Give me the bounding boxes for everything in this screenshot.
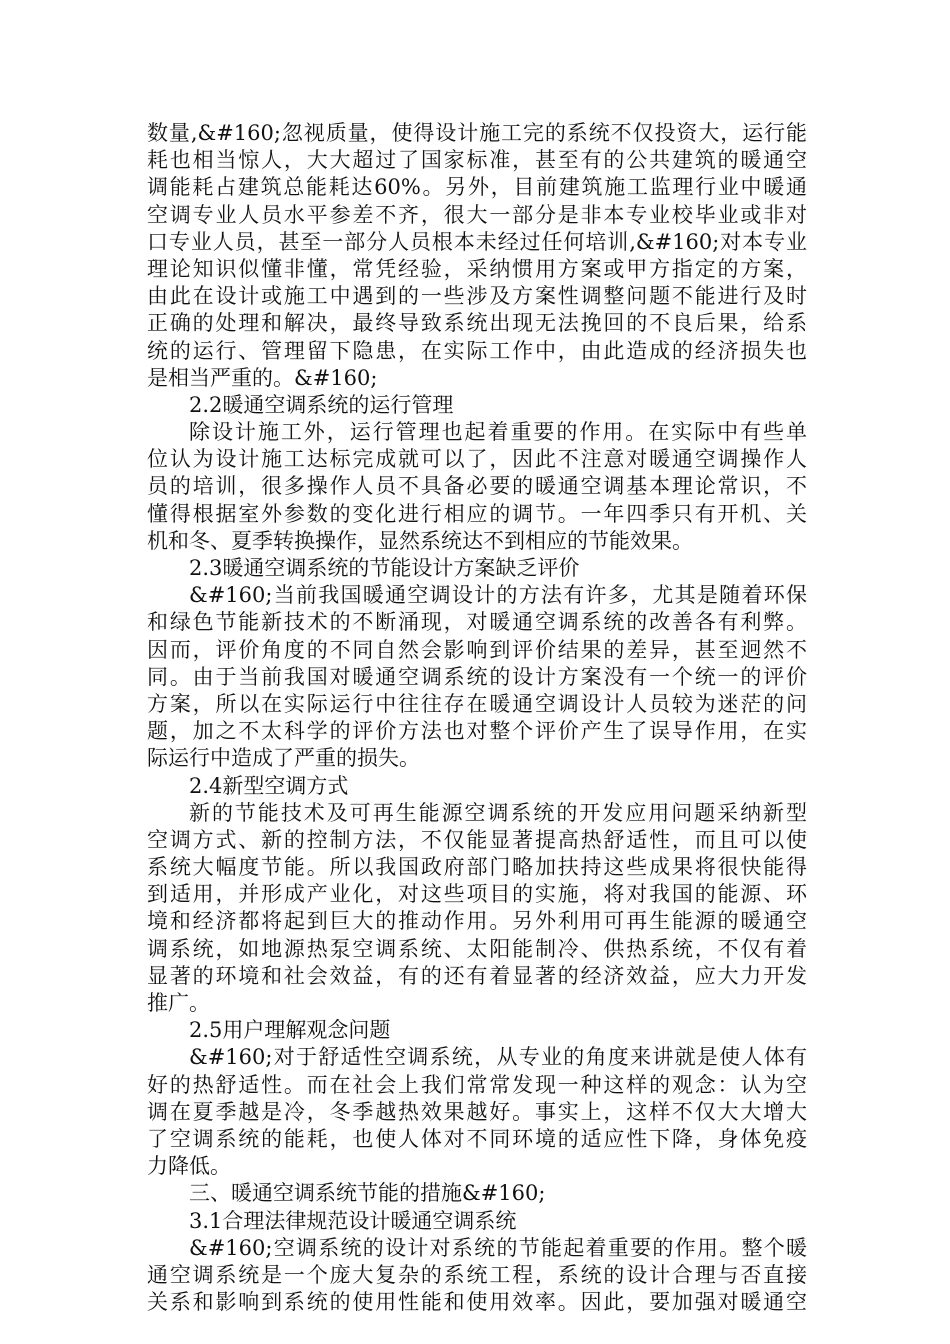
text-line: 2.5用户理解观念问题: [189, 1018, 391, 1043]
text-line: 耗也相当惊人，大大超过了国家标准，甚至有的公共建筑的暖通空: [147, 148, 807, 173]
text-line: 调在夏季越是冷，冬季越热效果越好。事实上，这样不仅大大增大: [147, 1099, 807, 1124]
document-body: [147, 120, 807, 1316]
text-line: 关系和影响到系统的使用性能和使用效率。因此，要加强对暖通空: [147, 1290, 807, 1315]
text-line: 数量,&#160;忽视质量，使得设计施工完的系统不仅投资大，运行能: [147, 121, 807, 145]
text-line: 2.4新型空调方式: [189, 773, 349, 798]
text-line: 好的热舒适性。而在社会上我们常常发现一种这样的观念：认为空: [147, 1072, 807, 1097]
text-line: 新的节能技术及可再生能源空调系统的开发应用问题采纳新型: [189, 800, 807, 825]
text-line: &#160;当前我国暖通空调设计的方法有许多，尤其是随着环保: [189, 583, 807, 608]
text-line: 理论知识似懂非懂，常凭经验，采纳惯用方案或甲方指定的方案，: [147, 256, 807, 281]
text-line: 正确的处理和解决，最终导致系统出现无法挽回的不良后果，给系: [147, 311, 807, 336]
text-line: 懂得根据室外参数的变化进行相应的调节。一年四季只有开机、关: [147, 501, 807, 526]
text-line: 统的运行、管理留下隐患，在实际工作中，由此造成的经济损失也: [147, 338, 807, 363]
text-line: 员的培训，很多操作人员不具备必要的暖通空调基本理论常识，不: [147, 474, 807, 499]
text-line: 题，加之不太科学的评价方法也对整个评价产生了误导作用，在实: [147, 719, 807, 744]
text-line: 力降低。: [147, 1154, 231, 1179]
text-line: 2.2暖通空调系统的运行管理: [189, 392, 454, 417]
text-line: 空调方式、新的控制方法，不仅能显著提高热舒适性，而且可以使: [147, 827, 807, 852]
text-line: 方案，所以在实际运行中往往存在暖通空调设计人员较为迷茫的问: [147, 691, 807, 716]
text-line: 调系统，如地源热泵空调系统、太阳能制冷、供热系统，不仅有着: [147, 936, 807, 961]
text-line: 和绿色节能新技术的不断涌现，对暖通空调系统的改善各有利弊。: [147, 610, 807, 635]
text-line: 通空调系统是一个庞大复杂的系统工程，系统的设计合理与否直接: [147, 1262, 807, 1287]
text-line: 2.3暖通空调系统的节能设计方案缺乏评价: [189, 556, 580, 580]
text-line: 三、暖通空调系统节能的措施&#160;: [189, 1181, 546, 1206]
text-line: 由此在设计或施工中遇到的一些涉及方案性调整问题不能进行及时: [147, 284, 807, 309]
text-line: 际运行中造成了严重的损失。: [147, 746, 420, 771]
text-line: 推广。: [147, 991, 210, 1015]
text-line: 机和冬、夏季转换操作，显然系统达不到相应的节能效果。: [147, 528, 693, 553]
text-line: 到适用，并形成产业化，对这些项目的实施，将对我国的能源、环: [147, 882, 807, 907]
text-line: 空调专业人员水平参差不齐，很大一部分是非本专业校毕业或非对: [147, 202, 807, 227]
text-line: 调能耗占建筑总能耗达60%。另外，目前建筑施工监理行业中暖通: [147, 175, 807, 200]
text-line: 除设计施工外，运行管理也起着重要的作用。在实际中有些单: [189, 420, 807, 445]
text-line: 口专业人员，甚至一部分人员根本未经过任何培训,&#160;对本专业: [147, 229, 807, 254]
text-line: 是相当严重的。&#160;: [147, 365, 378, 390]
text-line: 因而，评价角度的不同自然会影响到评价结果的差异，甚至迥然不: [147, 637, 807, 662]
text-line: 显著的环境和社会效益，有的还有着显著的经济效益，应大力开发: [147, 963, 807, 988]
text-line: 系统大幅度节能。所以我国政府部门略加扶持这些成果将很快能得: [147, 855, 807, 880]
text-line: 同。由于当前我国对暖通空调系统的设计方案没有一个统一的评价: [147, 664, 807, 689]
text-line: 3.1合理法律规范设计暖通空调系统: [189, 1208, 517, 1233]
text-line: 境和经济都将起到巨大的推动作用。另外利用可再生能源的暖通空: [147, 909, 807, 934]
text-line: &#160;对于舒适性空调系统，从专业的角度来讲就是使人体有: [189, 1045, 807, 1070]
text-line: 位认为设计施工达标完成就可以了，因此不注意对暖通空调操作人: [147, 447, 807, 472]
text-line: &#160;空调系统的设计对系统的节能起着重要的作用。整个暖: [189, 1235, 807, 1260]
text-line: 了空调系统的能耗，也使人体对不同环境的适应性下降，身体免疫: [147, 1126, 807, 1151]
